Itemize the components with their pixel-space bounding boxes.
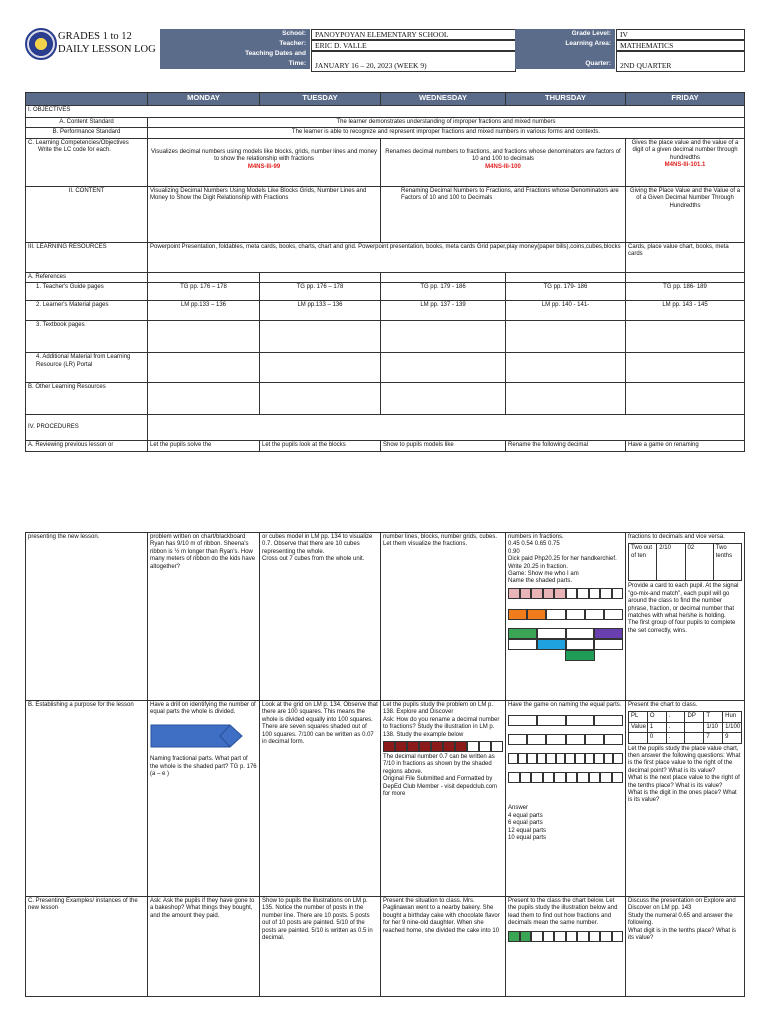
pur-mon-text: Have a drill on identifying the number of equal parts the whole is divided. [150,702,256,716]
pv-h-pl: PL [629,712,648,722]
teacher-label: Teacher: [279,40,306,47]
pv-r2-dp [685,733,704,743]
game-card-words: Two out of ten [629,544,657,581]
lm-wed: LM pp. 137 - 139 [381,301,506,321]
comp-wth-code: M4NS-IIi-100 [485,163,521,170]
page-gap [0,478,768,520]
pv-r2-dot: . [666,733,685,743]
grid-seg [407,741,419,752]
purpose-label: B. Establishing a purpose for the lesson [26,701,148,897]
lm-thu: LM pp. 140 - 141- [506,301,626,321]
bar-seg [585,753,595,764]
game-card-decimal: 02 [685,544,713,581]
grid-seg [419,741,431,752]
bar-seg [527,734,546,745]
pur-tue: Look at the grid on LM p. 134. Observe that there are 100 squares. This means the whole is divided equally into 100 squares. There are seven squares shaded out of 100 squares. 7/100 can be written as 0.07 in decimal form. [260,701,381,897]
content-wed-thu: Renaming Decimal Numbers to Fractions, and Fractions whose Denominators are Factors of 10 and 100 to Decimals [381,186,626,242]
area-value: MATHEMATICS [616,40,745,51]
rev2-fri-game: Provide a card to each pupil. At the signal "go-mix-and match", each pupil will go around the class to find the number phrase, fraction, or decimal number that matches with what he/she is holding. The first group of four pupils to complete the set correctly, wins. [628,583,739,634]
quarter-label: Quarter: [585,60,611,67]
pur-wed-text: Let the pupils study the problem on LM p. 138. Explore and Discover Ask: How do you rename a decimal number to fractions? Study the illustration in LM p. 138. Study the example below [383,702,500,738]
pv-h-dp: DP [685,712,704,722]
rev2-thu [506,533,626,701]
bar-seg [595,650,623,659]
perf-std-label: B. Performance Standard [26,128,148,138]
equal-parts-bar-6 [508,734,623,745]
procedures-label: IV. PROCEDURES [26,415,148,441]
lm-mon: LM pp.133 – 136 [148,301,260,321]
bar-seg [508,609,527,620]
bar-seg [508,715,537,726]
pv-r1-dp [685,722,704,732]
rev2-fri [626,533,745,701]
school-value: PANOYPOYAN ELEMENTARY SCHOOL [311,29,516,40]
pv-r1-hun: 1/100 [723,722,742,732]
bar-seg [566,628,595,639]
bar-seg [546,753,556,764]
comp-mt-text: Visualizes decimal numbers using models like blocks, grids, number lines and money to show the relationship with fractions [151,148,377,163]
competencies-sub: Write the LC code for each. [38,147,111,154]
game-cards-table [628,543,742,581]
bar-seg [600,588,612,599]
pur-wed [381,701,506,897]
lm-label: 2. Learner's Material pages [26,301,148,321]
fraction-bar-pink [508,588,623,599]
bar-seg [543,772,555,783]
pur-thu-answers: Answer 4 equal parts 6 equal parts 12 equal parts 10 equal parts [508,805,547,842]
bar-seg [612,588,624,599]
fraction-bar-blue [508,639,623,650]
review-label-cont: presenting the new lesson. [26,533,148,701]
references-label: A. References [26,272,148,282]
bar-seg [508,639,537,650]
content-label: II. CONTENT [26,186,148,242]
content-std-label: A. Content Standard [26,118,148,128]
blue-bar-shape [151,725,229,747]
quarter-value: 2ND QUARTER [616,51,745,72]
day-friday: FRIDAY [626,93,745,106]
fraction-bar-green [508,628,623,639]
bar-seg [566,639,595,650]
school-label: School: [282,30,306,37]
bar-seg [594,628,623,639]
bar-seg [589,931,601,942]
comp-mon-tue [148,138,381,186]
bar-seg [508,772,520,783]
bar-seg [566,609,585,620]
pres-thu-text: Present to the class the chart below. Let the pupils study the illustration below and lead them to find out how fractions and decimals mean the same number. [508,898,618,927]
grid-seg [383,741,395,752]
teacher-value: ERIC D. VALLE [311,40,516,51]
comp-fri [626,138,745,186]
bar-seg [604,753,614,764]
grid-seg [395,741,407,752]
bar-seg [613,753,623,764]
bar-seg [600,772,612,783]
grid-seg [491,741,503,752]
tg-wed: TG pp. 179 - 186 [381,283,506,301]
bar-seg [508,753,518,764]
pur-mon [148,701,260,897]
bar-seg [604,734,623,745]
bar-seg [566,734,585,745]
bar-seg [604,609,623,620]
bar-seg [527,753,537,764]
textbook-label: 3. Textbook pages [26,321,148,353]
bar-seg [612,772,624,783]
bar-seg [565,753,575,764]
pres-thu [506,897,626,997]
bar-seg [589,588,601,599]
other-resources-label: B. Other Learning Resources [26,383,148,415]
tg-fri: TG pp. 186- 189 [626,283,745,301]
bar-seg [546,609,565,620]
pv-r2-t: 7 [704,733,723,743]
bar-seg [577,931,589,942]
bar-seg [537,753,547,764]
comp-f-code: M4NS-IIi-101.1 [664,162,706,169]
pres-fri: Discuss the presentation on Explore and Discover on LM pp. 143 Study the numeral 0.65 and answer the following. What digit is in the tenths place? What is its value? [626,897,745,997]
pv-h-hun: Hun [723,712,742,722]
pv-r1-o: 1 [647,722,666,732]
bar-seg [554,772,566,783]
day-tuesday: TUESDAY [260,93,381,106]
pv-r2-hun: 9 [723,733,742,743]
bar-seg [589,772,601,783]
bar-seg [585,609,604,620]
pres-mon: Ask: Ask the pupils if they have gone to a bakeshop? What things they bought, and the amount they paid. [148,897,260,997]
bar-seg [612,931,624,942]
content-fri: Giving the Place Value and the Value of a of a Given Decimal Number Through Hundredths [626,186,745,242]
bar-seg [543,931,555,942]
day-wednesday: WEDNESDAY [381,93,506,106]
bar-seg [546,734,565,745]
pv-r2-o: 0 [647,733,666,743]
tg-thu: TG pp. 179- 186 [506,283,626,301]
bar-seg [531,772,543,783]
dates-label-1: Teaching Dates and [245,50,306,57]
bar-seg [577,772,589,783]
rev-wed: Show to pupils models like [381,441,506,451]
bar-seg [518,753,528,764]
pur-fri-questions: Let the pupils study the place value chart, then answer the following questions: What is the first place value to the right of the decimal point? What is its value? What is the next place value to the right of the tenths place? What is its value? What is the digit in the ones place? What is its value? [628,745,741,804]
fraction-bar-dkgreen [508,650,623,661]
review-label: A. Reviewing previous lesson or [26,441,148,451]
fraction-bar-orange [508,609,623,620]
bar-seg [536,650,564,659]
additional-material-label: 4. Additional Material from Learning Resource (LR) Portal [26,353,148,383]
content-std: The learner demonstrates understanding of improper fractions and mixed numbers [148,118,745,128]
bar-seg [520,772,532,783]
dll-title-line2: DAILY LESSON LOG [58,44,156,55]
bar-seg [566,715,595,726]
pv-r1-dot: . [666,722,685,732]
pv-r1-label: Value [629,722,648,732]
bar-seg [508,588,520,599]
rev-fri: Have a game on renaming [626,441,745,451]
rev-tue: Let the pupils look at the blocks [260,441,381,451]
pres-thu-bar [508,931,623,942]
competencies-title: C. Learning Competencies/Objectives [28,139,129,146]
bar-seg [600,931,612,942]
bar-seg [565,650,595,661]
resources-label: III. LEARNING RESOURCES [26,242,148,272]
perf-std: The learner is able to recognize and represent improper fractions and mixed numbers in various forms and contexts. [148,128,745,138]
pur-mon-text2: Naming fractional parts. What part of the whole is the shaded part? TG p. 176 (a – e ) [150,756,257,778]
pur-thu [506,701,626,897]
rev-thu: Rename the following decimal [506,441,626,451]
presenting-label: C. Presenting Examples/ instances of the new lesson [26,897,148,997]
fraction-arrow-figure [150,723,255,749]
bar-seg [585,734,604,745]
bar-seg [575,753,585,764]
tg-label: 1. Teacher's Guide pages [26,283,148,301]
rev2-thu-text: numbers in fractions. 0.45 0.54 0.65 0.75 0.90 Dick paid Php20.25 for her handkerchief. Write 20.25 in fraction. Game: Show me who I am Name the shaded parts. [508,534,617,585]
bar-seg [527,609,546,620]
grid-seg [467,741,479,752]
pv-h-dot: . [666,712,685,722]
pv-r2-label [629,733,648,743]
pur-fri [626,701,745,897]
bar-seg [531,931,543,942]
bar-seg [520,931,532,942]
game-card-name: Two tenths [713,544,741,581]
corner-cell [26,93,148,106]
rev2-fri-text: fractions to decimals and vice versa. [628,534,725,540]
bar-seg [531,588,543,599]
deped-seal-icon [25,28,57,60]
grade-value: IV [616,29,745,40]
bar-seg [594,639,623,650]
grid-seg [443,741,455,752]
resources-fri: Cards, place value chart, books, meta cards [626,242,745,272]
page-1 [0,0,768,478]
dll-title-line1: GRADES 1 to 12 [58,31,132,42]
page-2 [0,520,768,1024]
grid-seg [431,741,443,752]
bar-seg [520,588,532,599]
bar-seg [556,753,566,764]
grid-seg [479,741,491,752]
equal-parts-bar-12 [508,753,623,764]
day-thursday: THURSDAY [506,93,626,106]
bar-seg [594,715,623,726]
bar-seg [543,588,555,599]
game-card-fraction: 2/10 [657,544,685,581]
decimal-grid-strip [383,741,503,752]
pres-wed: Present the situation to class. Mrs. Paglinawan went to a nearby bakery. She bought a birthday cake with chocolate flavor for her 9 nine-old daughter. When she reached home, she divided the cake into 10 [381,897,506,997]
resources-mon-thu: Powerpoint Presentation, foldables, meta cards, books, charts, chart and grid. Powerpoint presentation, books, meta cards Grid paper,play money(paper bills),coins,cubes,blocks [148,242,626,272]
bar-seg [554,588,566,599]
rev-mon: Let the pupils solve the [148,441,260,451]
bar-seg [594,753,604,764]
bar-seg [537,628,566,639]
tg-tue: TG pp. 176 – 178 [260,283,381,301]
bar-seg [508,734,527,745]
pur-wed-text2: The decimal number 0.7 can be written as 7/10 in fractions as shown by the shaded regions above. Original File Submitted and Formatted by DepEd Club Member - visit depedclub.com for more [383,754,498,798]
grade-label: Grade Level: [571,30,611,37]
competencies-label [26,138,148,186]
comp-f-text: Gives the place value and the value of a digit of a given decimal number through hundredths [631,139,739,161]
grid-seg [455,741,467,752]
dates-value: JANUARY 16 – 20, 2023 (WEEK 9) [311,51,516,72]
place-value-chart [628,711,742,743]
bar-seg [508,628,537,639]
rev2-wed: number lines, blocks, number grids, cubes. Let them visualize the fractions. [381,533,506,701]
bar-seg [508,650,536,659]
tg-mon: TG pp. 176 – 178 [148,283,260,301]
pur-fri-text: Present the chart to class. [628,702,698,708]
bar-seg [566,772,578,783]
bar-seg [537,715,566,726]
bar-seg [566,588,578,599]
area-label: Learning Area: [565,40,611,47]
rev2-tue: or cubes model in LM pp. 134 to visualize 0.7. Observe that there are 10 cubes representing the whole. Cross out 7 cubes from the whole unit. [260,533,381,701]
pres-tue: Show to pupils the illustrations on LM p. 135. Notice the number of posts in the number line. There are 10 posts. 5 posts out of 10 posts are painted. 5/10 of the posts are painted. 5/10 is written as 0.5 in decimal. [260,897,381,997]
bar-seg [577,588,589,599]
dll-table-page2 [25,532,745,997]
objectives-heading: I. OBJECTIVES [26,106,745,118]
equal-parts-bar-10 [508,772,623,783]
content-mon-tue: Visualizing Decimal Numbers Using Models Like Blocks Grids, Number Lines and Money to Show the Digit Relationship with Fractions [148,186,381,242]
bar-seg [537,639,566,650]
lm-fri: LM pp. 143 - 145 [626,301,745,321]
dates-label-2: Time: [288,60,306,67]
pv-h-o: O [647,712,666,722]
lm-tue: LM pp.133 – 136 [260,301,381,321]
comp-wed-thu [381,138,626,186]
pv-h-t: T [704,712,723,722]
rev2-mon: problem written on chart/blackboard Ryan has 9/10 m of ribbon. Sheena's ribbon is ½ m longer than Ryan's. How many meters of ribbon do the kids have altogether? [148,533,260,701]
dll-table-page1 [25,92,745,452]
pur-thu-text: Have the game on naming the equal parts. [508,702,622,708]
bar-seg [508,931,520,942]
comp-wth-text: Renames decimal numbers to fractions, and fractions whose denominators are factors of 10 and 100 to decimals [385,148,621,163]
comp-mt-code: M4NS-IIi-99 [247,163,281,170]
bar-seg [554,931,566,942]
day-monday: MONDAY [148,93,260,106]
bar-seg [566,931,578,942]
equal-parts-bar-4 [508,715,623,726]
pv-r1-t: 1/10 [704,722,723,732]
